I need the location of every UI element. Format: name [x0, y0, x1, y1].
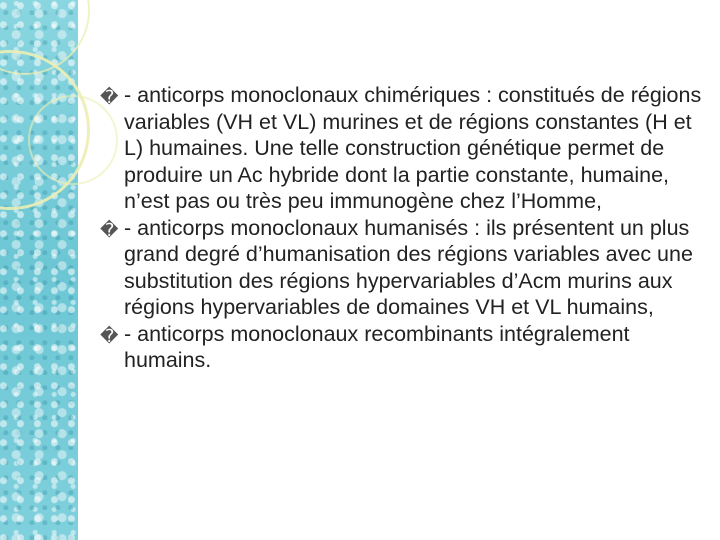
- bullet-text: - anticorps monoclonaux recombinants intégralement humains.: [124, 321, 630, 372]
- decorative-side-band: [0, 0, 78, 540]
- bullet-marker-icon: �: [100, 325, 119, 346]
- bullet-item: [100, 82, 705, 215]
- bullet-marker-icon: �: [100, 219, 119, 240]
- bullet-text: - anticorps monoclonaux chimériques : constitués de régions variables (VH et VL) murines et de régions constantes (H et L) humaines. Une telle construction génétique permet de produire un Ac hybride dont la partie constante, humaine, n’est pas ou très peu immunogène chez l’Homme,: [124, 83, 702, 213]
- bullet-marker-icon: �: [100, 87, 119, 107]
- bullet-item: [100, 321, 705, 374]
- slide-body: [100, 82, 705, 374]
- bullet-text: - anticorps monoclonaux humanisés : ils présentent un plus grand degré d’humanisation des régions variables avec une substitution des régions hypervariables d’Acm murins aux régions hypervariables de domaines VH et VL humains,: [124, 215, 693, 319]
- bullet-item: [100, 215, 705, 321]
